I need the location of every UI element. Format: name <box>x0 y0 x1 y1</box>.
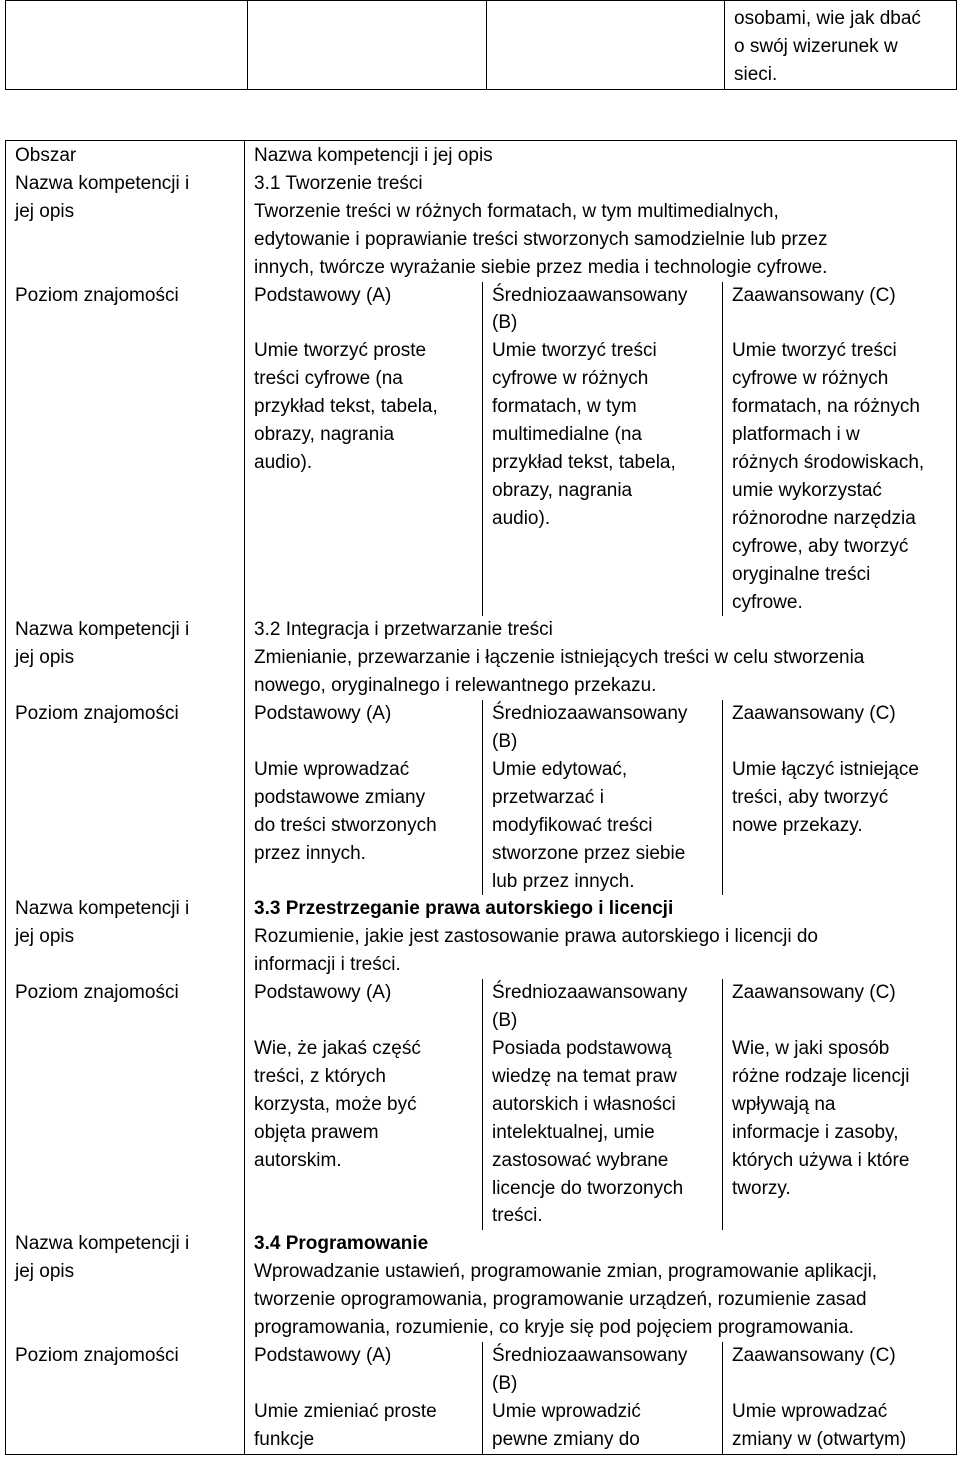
level-label: Poziom znajomości <box>6 1342 245 1398</box>
empty-cell <box>6 337 245 616</box>
text-line: stworzone przez siebie <box>492 842 686 864</box>
text-line: intelektualnej, umie <box>492 1121 655 1143</box>
text-line: informacje i zasoby, <box>732 1121 899 1143</box>
empty-cell <box>6 1 248 90</box>
description-line: nowego, oryginalnego i relewantnego przekazu. <box>254 675 657 697</box>
text-line: różne rodzaje licencji <box>732 1065 910 1087</box>
level-intermediate-label: (B) <box>492 1010 518 1032</box>
name-label: jej opis <box>15 926 75 948</box>
text-line: Umie łączyć istniejące <box>732 758 919 780</box>
empty-cell <box>248 1 487 90</box>
text-line: formatach, na różnych <box>732 396 920 418</box>
level-header-row <box>6 979 957 1035</box>
empty-cell <box>6 1035 245 1230</box>
level-advanced-header: Zaawansowany (C) <box>723 979 957 1035</box>
empty-cell <box>6 756 245 896</box>
text-line: audio). <box>492 507 551 529</box>
intermediate-description <box>483 1398 723 1454</box>
level-label: Poziom znajomości <box>6 282 245 338</box>
text-line: modyfikować treści <box>492 814 653 836</box>
text-line: Umie edytować, <box>492 758 628 780</box>
text-line: zastosować wybrane <box>492 1149 669 1171</box>
text-line: nowe przekazy. <box>732 814 863 836</box>
text-line: treści cyfrowe (na <box>254 368 403 390</box>
name-header: Nazwa kompetencji i jej opis <box>254 145 493 166</box>
name-label-cell <box>6 1230 245 1342</box>
competency-description-cell <box>245 616 957 700</box>
level-description-row <box>6 1398 957 1454</box>
competency-name-row <box>6 170 957 282</box>
text-line: do treści stworzonych <box>254 814 437 836</box>
text-line: o swój wizerunek w <box>734 35 898 57</box>
text-line: funkcje <box>254 1428 315 1450</box>
text-line: Umie tworzyć proste <box>254 340 427 362</box>
text-line: licencje do tworzonych <box>492 1177 684 1199</box>
previous-table-fragment <box>5 0 957 90</box>
basic-description <box>245 756 483 896</box>
advanced-description <box>723 337 957 616</box>
name-label: jej opis <box>15 200 75 222</box>
name-label: jej opis <box>15 647 75 669</box>
text-line: sieci. <box>734 63 778 85</box>
description-line: Tworzenie treści w różnych formatach, w tym multimedialnych, <box>254 200 779 222</box>
empty-cell <box>6 1398 245 1454</box>
level-basic-header: Podstawowy (A) <box>245 282 483 338</box>
name-label: Nazwa kompetencji i <box>15 172 190 194</box>
header-row <box>6 141 957 170</box>
competency-name-row <box>6 616 957 700</box>
text-line: wiedzę na temat praw <box>492 1065 677 1087</box>
intermediate-description <box>483 756 723 896</box>
level-label: Poziom znajomości <box>6 979 245 1035</box>
text-line: przykład tekst, tabela, <box>254 396 438 418</box>
level-basic-header: Podstawowy (A) <box>245 700 483 756</box>
description-line: Zmienianie, przewarzanie i łączenie istniejących treści w celu stworzenia <box>254 647 865 669</box>
text-line: obrazy, nagrania <box>492 479 633 501</box>
text-line: lub przez innych. <box>492 870 635 892</box>
level-description-row <box>6 756 957 896</box>
level-label: Poziom znajomości <box>6 700 245 756</box>
text-line: cyfrowe w różnych <box>732 368 889 390</box>
text-line: autorskim. <box>254 1149 342 1171</box>
level-header-row <box>6 282 957 338</box>
text-line: Wie, w jaki sposób <box>732 1038 890 1059</box>
competency-title: 3.3 Przestrzeganie prawa autorskiego i licencji <box>254 898 674 920</box>
text-line: różnorodne narzędzia <box>732 507 916 529</box>
text-line: objęta prawem <box>254 1121 379 1143</box>
text-line: Wie, że jakaś część <box>254 1038 421 1059</box>
level-description-row <box>6 1035 957 1230</box>
description-line: innych, twórcze wyrażanie siebie przez media i technologie cyfrowe. <box>254 256 828 278</box>
text-line: Umie tworzyć treści <box>492 340 657 362</box>
text-line: formatach, w tym <box>492 396 637 418</box>
previous-row-advanced-cell <box>725 1 957 90</box>
level-header-row <box>6 700 957 756</box>
text-line: wpływają na <box>732 1093 836 1115</box>
level-intermediate-label: (B) <box>492 312 518 334</box>
empty-cell <box>487 1 725 90</box>
name-label-cell <box>6 895 245 979</box>
area-label: Obszar <box>15 145 77 166</box>
text-line: audio). <box>254 451 313 473</box>
level-intermediate-label: Średniozaawansowany <box>492 703 688 725</box>
text-line: platformach i w <box>732 424 860 446</box>
description-line: Wprowadzanie ustawień, programowanie zmian, programowanie aplikacji, <box>254 1261 878 1283</box>
text-line: Umie zmieniać proste <box>254 1400 437 1422</box>
level-intermediate-label: Średniozaawansowany <box>492 1344 688 1366</box>
competency-description-cell <box>245 895 957 979</box>
text-line: przykład tekst, tabela, <box>492 451 676 473</box>
level-intermediate-label: (B) <box>492 731 518 753</box>
name-label: Nazwa kompetencji i <box>15 898 190 920</box>
text-line: oryginalne treści <box>732 563 871 585</box>
advanced-description <box>723 1398 957 1454</box>
competency-title: 3.1 Tworzenie treści <box>254 172 423 194</box>
competency-description-cell <box>245 1230 957 1342</box>
description-line: edytowanie i poprawianie treści stworzonych samodzielnie lub przez <box>254 228 828 250</box>
area-header-cell <box>6 141 245 170</box>
text-line: zmiany w (otwartym) <box>732 1428 907 1450</box>
level-advanced-header: Zaawansowany (C) <box>723 1342 957 1398</box>
text-line: cyfrowe w różnych <box>492 368 649 390</box>
text-line: pewne zmiany do <box>492 1428 640 1450</box>
level-header-row <box>6 1342 957 1398</box>
basic-description <box>245 1398 483 1454</box>
text-line: multimedialne (na <box>492 424 642 446</box>
level-intermediate-label: (B) <box>492 1372 518 1394</box>
level-intermediate-label: Średniozaawansowany <box>492 284 688 306</box>
text-line: Umie wprowadzać <box>254 758 410 780</box>
text-line: cyfrowe. <box>732 591 803 613</box>
description-line: programowania, rozumienie, co kryje się pod pojęciem programowania. <box>254 1317 854 1339</box>
text-line: różnych środowiskach, <box>732 451 925 473</box>
level-basic-header: Podstawowy (A) <box>245 979 483 1035</box>
text-line: Posiada podstawową <box>492 1038 672 1059</box>
name-label-cell <box>6 170 245 282</box>
competency-title: 3.4 Programowanie <box>254 1233 429 1255</box>
description-line: Rozumienie, jakie jest zastosowanie prawa autorskiego i licencji do <box>254 926 818 948</box>
description-line: informacji i treści. <box>254 954 401 976</box>
text-line: treści, aby tworzyć <box>732 786 889 808</box>
competency-title: 3.2 Integracja i przetwarzanie treści <box>254 619 553 641</box>
text-line: Umie wprowadzić <box>492 1400 641 1422</box>
text-line: korzysta, może być <box>254 1093 417 1115</box>
description-line: tworzenie oprogramowania, programowanie urządzeń, rozumienie zasad <box>254 1289 867 1311</box>
text-line: treści, z których <box>254 1065 386 1087</box>
text-line: Umie wprowadzać <box>732 1400 888 1422</box>
text-line: podstawowe zmiany <box>254 786 426 808</box>
text-line: Umie tworzyć treści <box>732 340 897 362</box>
intermediate-description <box>483 337 723 616</box>
advanced-description <box>723 756 957 896</box>
level-advanced-header: Zaawansowany (C) <box>723 700 957 756</box>
competency-description-cell <box>245 170 957 282</box>
text-line: obrazy, nagrania <box>254 424 395 446</box>
text-line: autorskich i własności <box>492 1093 676 1115</box>
level-basic-header: Podstawowy (A) <box>245 1342 483 1398</box>
level-intermediate-header <box>483 1342 723 1398</box>
text-line: przetwarzać i <box>492 786 604 808</box>
text-line: cyfrowe, aby tworzyć <box>732 535 909 557</box>
name-header-cell <box>245 141 957 170</box>
text-line: treści. <box>492 1205 543 1227</box>
competency-table <box>5 140 957 1455</box>
name-label: Nazwa kompetencji i <box>15 619 190 641</box>
competency-name-row <box>6 1230 957 1342</box>
name-label: jej opis <box>15 1261 75 1283</box>
text-line: tworzy. <box>732 1177 791 1199</box>
level-intermediate-label: Średniozaawansowany <box>492 982 688 1004</box>
basic-description <box>245 1035 483 1230</box>
advanced-description <box>723 1035 957 1230</box>
text-line: których używa i które <box>732 1149 910 1171</box>
text-line: umie wykorzystać <box>732 479 882 501</box>
level-advanced-header: Zaawansowany (C) <box>723 282 957 338</box>
name-label-cell <box>6 616 245 700</box>
level-intermediate-header <box>483 282 723 338</box>
level-intermediate-header <box>483 979 723 1035</box>
level-intermediate-header <box>483 700 723 756</box>
name-label: Nazwa kompetencji i <box>15 1233 190 1255</box>
text-line: osobami, wie jak dbać <box>734 8 921 29</box>
competency-name-row <box>6 895 957 979</box>
basic-description <box>245 337 483 616</box>
intermediate-description <box>483 1035 723 1230</box>
previous-table-row <box>6 1 957 90</box>
level-description-row <box>6 337 957 616</box>
text-line: przez innych. <box>254 842 366 864</box>
